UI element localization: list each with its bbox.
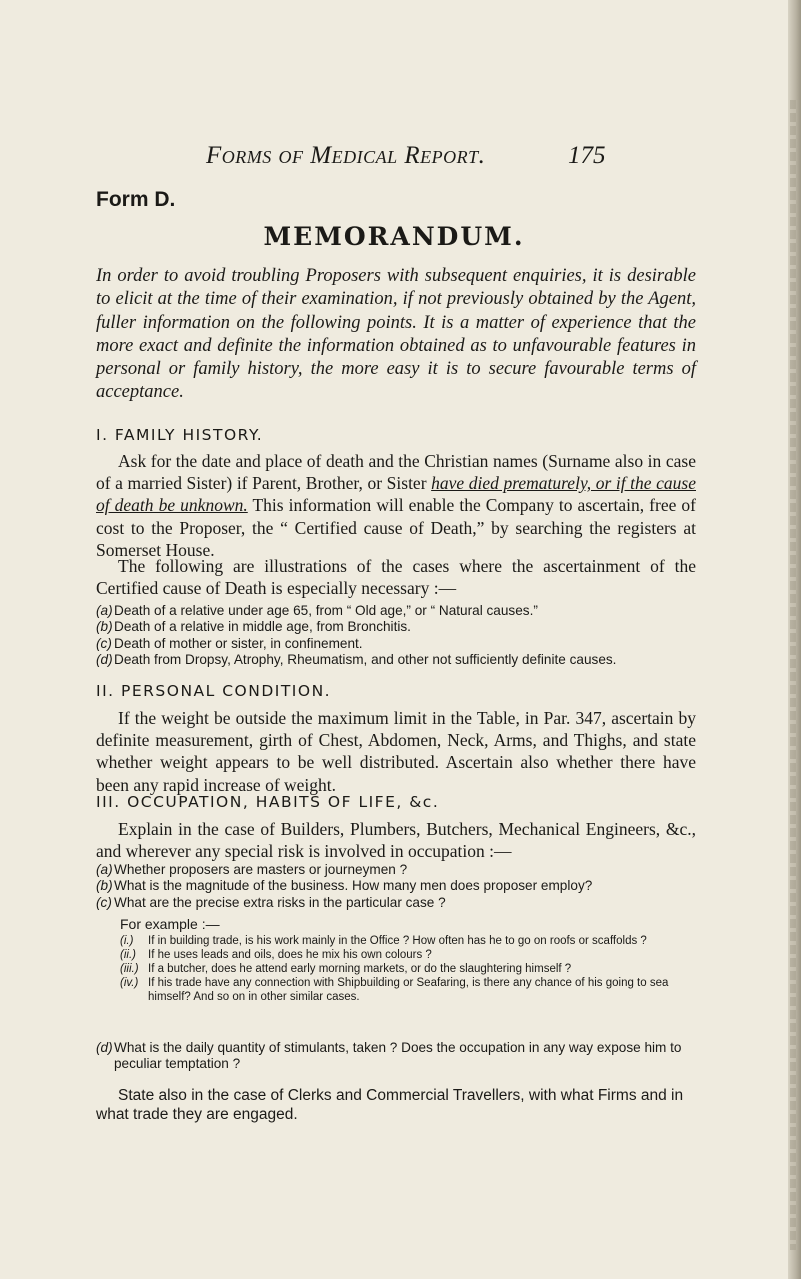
intro-paragraph: In order to avoid troubling Proposers with subsequent enquiries, it is desirable to elicit at the time of their examination, if not previously obtained by the Agent, fuller information on the following points. It is a matter of experience that the more exact and definite the information obtained as to unfavourable features in personal or family history, the more easy it is to secure favourable terms of acceptance.: [96, 266, 696, 403]
page-number: 175: [568, 142, 606, 169]
family-history-list: [96, 603, 696, 668]
illustrations-paragraph: The following are illustrations of the cases where the ascertainment of the Certified cause of Death is especially necessary :—: [96, 556, 696, 599]
form-label: Form D.: [96, 188, 176, 211]
list-item: (d)What is the daily quantity of stimulants, taken ? Does the occupation in any way expose him to peculiar temptation ?: [96, 1040, 682, 1072]
page-edge: [788, 0, 801, 1279]
list-item: (i.) If in building trade, is his work mainly in the Office ? How often has he to go on roofs or scaffolds ?: [120, 935, 647, 947]
list-item: (b)What is the magnitude of the business. How many men does proposer employ?: [96, 878, 593, 894]
occupation-paragraph: Explain in the case of Builders, Plumbers, Butchers, Mechanical Engineers, &c., and wherever any special risk is involved in occupation :—: [96, 819, 696, 862]
list-item: (d)Death from Dropsy, Atrophy, Rheumatism, and other not sufficiently definite causes.: [96, 651, 617, 667]
running-head: [206, 142, 596, 170]
section-heading-occupation: III. OCCUPATION, HABITS OF LIFE, &c.: [96, 793, 440, 811]
example-sub-list: [120, 934, 696, 1004]
list-item: (iv.) If his trade have any connection with Shipbuilding or Seafaring, is there any chance of his going to sea himself? And so on in other similar cases.: [120, 977, 669, 1003]
list-item: (a)Death of a relative under age 65, from “ Old age,” or “ Natural causes.”: [96, 603, 538, 618]
section-heading-personal-condition: II. PERSONAL CONDITION.: [96, 682, 332, 700]
list-item: (iii.) If a butcher, does he attend early morning markets, or do the slaughtering himself ?: [120, 963, 572, 975]
occupation-list: [96, 862, 696, 911]
closing-paragraph: State also in the case of Clerks and Commercial Travellers, with what Firms and in what trade they are engaged.: [96, 1087, 684, 1123]
for-example-label: For example :—: [120, 916, 220, 932]
list-item: (b)Death of a relative in middle age, from Bronchitis.: [96, 619, 411, 635]
occupation-list-d: [96, 1040, 696, 1073]
list-item: (c) Death of mother or sister, in confinement.: [96, 635, 363, 651]
memorandum-title: MEMORANDUM.: [263, 222, 525, 251]
personal-condition-paragraph: If the weight be outside the maximum limit in the Table, in Par. 347, ascertain by definite measurement, girth of Chest, Abdomen, Neck, Arms, and Thighs, and state whether weight appears to be well distributed. Ascertain also whether there have been any rapid increase of weight.: [96, 708, 696, 795]
family-history-paragraph: Ask for the date and place of death and the Christian names (Surname also in case of a married Sister) if Parent, Brother, or Sister have died prematurely, or if the cause of death be unknown. This information will enable the Company to ascertain, free of cost to the Proposer, the “ Certified cause of Death,” by searching the registers at Somerset House.: [96, 451, 696, 560]
list-item: (a)Whether proposers are masters or journeymen ?: [96, 862, 408, 877]
list-item: (ii.) If he uses leads and oils, does he mix his own colours ?: [120, 949, 432, 961]
section-heading-family-history: I. FAMILY HISTORY.: [96, 426, 264, 444]
running-head-text: Forms of Medical Report.: [206, 142, 486, 169]
list-item: (c) What are the precise extra risks in the particular case ?: [96, 894, 446, 910]
